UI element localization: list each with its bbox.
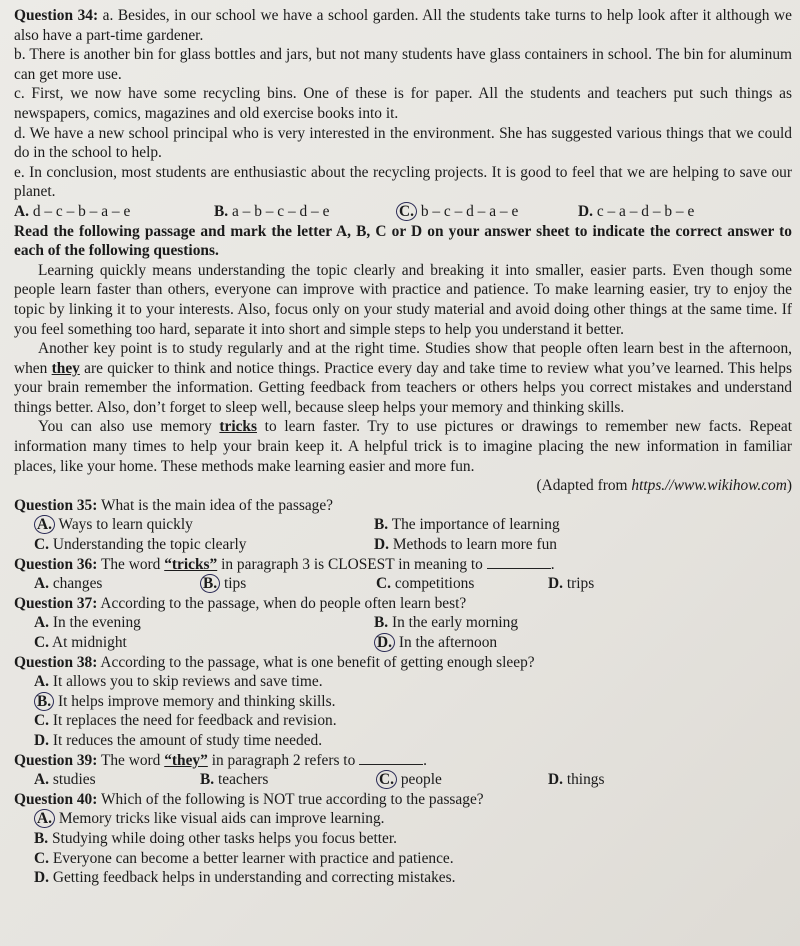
q39-option-d[interactable]: D. things bbox=[548, 771, 605, 789]
answer-blank bbox=[487, 556, 551, 569]
q40-option-b[interactable]: B. Studying while doing other tasks helps you focus better. bbox=[34, 829, 397, 847]
q38-option-d[interactable]: D. It reduces the amount of study time needed. bbox=[34, 731, 323, 749]
highlighted-word-they: they bbox=[51, 359, 80, 377]
question-37 bbox=[14, 594, 792, 653]
q35-option-b[interactable]: B. The importance of learning bbox=[374, 516, 560, 534]
q37-option-b[interactable]: B. In the early morning bbox=[374, 614, 519, 632]
q39-option-c[interactable]: C. people bbox=[376, 770, 548, 790]
q38-option-b[interactable]: B. It helps improve memory and thinking skills. bbox=[14, 692, 792, 712]
q34-item-c: c. First, we now have some recycling bins. One of these is for paper. All the students and teachers put such things as newspapers, comics, magazines and old exercise books into it. bbox=[14, 85, 792, 122]
passage-paragraph-1: Learning quickly means understanding the topic clearly and breaking it into smaller, easier parts. Even though some people learn faster than others, everyone can improve with practice and patience. To make learning easier, try to enjoy the topic by linking it to your interests. Also, focus only on your study material and avoid doing other things at the same time. If you feel something too hard, separate it into short and simple steps to help you understand it better. bbox=[14, 261, 792, 338]
question-34 bbox=[14, 6, 792, 222]
question-36 bbox=[14, 555, 792, 594]
q34-item-b: b. There is another bin for glass bottles and jars, but not many students have glass containers in school. The bin for aluminum can get more use. bbox=[14, 46, 792, 83]
q34-item-e: e. In conclusion, most students are enthusiastic about the recycling projects. It is good to feel that we are helping to save our planet. bbox=[14, 163, 792, 201]
q37-option-d[interactable]: D. In the afternoon bbox=[374, 633, 792, 653]
q40-option-d[interactable]: D. Getting feedback helps in understanding and correcting mistakes. bbox=[34, 869, 456, 887]
highlighted-word-tricks: tricks bbox=[219, 418, 257, 436]
q34-item-a: Question 34: a. Besides, in our school we have a school garden. All the students take turns to help look after it although we also have a part-time gardener. bbox=[14, 7, 793, 44]
reading-passage bbox=[14, 261, 792, 496]
q36-option-a[interactable]: A. changes bbox=[34, 575, 103, 593]
q37-stem: Question 37: According to the passage, when do people often learn best? bbox=[14, 594, 467, 612]
q34-option-c[interactable]: C. b – c – d – a – e bbox=[396, 202, 578, 222]
passage-paragraph-3: You can also use memory tricks to learn faster. Try to use pictures or drawings to remember new facts. Repeat information many times to help your brain keep it. A helpful trick is to imagine placing the new information in familiar places, like your home. These methods make learning easier and more fun. bbox=[14, 418, 792, 475]
q38-option-a[interactable]: A. It allows you to skip reviews and save time. bbox=[34, 673, 323, 691]
passage-paragraph-2: Another key point is to study regularly and at the right time. Studies show that people often learn best in the afternoon, when they are quicker to think and notice things. Practice every day and take time to review what you’ve learned. This helps your brain remember the information. Getting feedback from teachers or others helps you correct mistakes and understand things better. Also, don’t forget to sleep well, because sleep helps your memory and thinking skills. bbox=[14, 340, 792, 416]
q35-stem: Question 35: What is the main idea of the passage? bbox=[14, 496, 334, 514]
q39-option-a[interactable]: A. studies bbox=[34, 771, 96, 789]
q37-option-a[interactable]: A. In the evening bbox=[34, 614, 141, 632]
q36-option-c[interactable]: C. competitions bbox=[376, 575, 475, 593]
q34-option-d[interactable]: D. c – a – d – b – e bbox=[578, 202, 695, 220]
q34-item-d: d. We have a new school principal who is very interested in the environment. She has suggested various things that we could do in the school to help. bbox=[14, 124, 792, 162]
q39-option-b[interactable]: B. teachers bbox=[200, 771, 269, 789]
question-38 bbox=[14, 653, 792, 751]
q34-options bbox=[14, 202, 792, 222]
question-39 bbox=[14, 751, 792, 790]
answer-blank bbox=[359, 752, 423, 765]
q37-option-c[interactable]: C. At midnight bbox=[34, 634, 127, 651]
passage-source: (Adapted from https.//www.wikihow.com) bbox=[536, 477, 792, 495]
section-instruction: Read the following passage and mark the letter A, B, C or D on your answer sheet to indicate the correct answer to each of the following questions. bbox=[14, 222, 792, 260]
q40-option-a[interactable]: A. Memory tricks like visual aids can improve learning. bbox=[14, 809, 792, 829]
question-40 bbox=[14, 790, 792, 888]
question-35 bbox=[14, 496, 792, 555]
q36-stem: Question 36: The word “tricks” in paragraph 3 is CLOSEST in meaning to . bbox=[14, 555, 555, 573]
q34-option-b[interactable]: B. a – b – c – d – e bbox=[214, 202, 330, 220]
q34-option-a[interactable]: A. d – c – b – a – e bbox=[14, 202, 131, 220]
q40-stem: Question 40: Which of the following is NOT true according to the passage? bbox=[14, 790, 484, 808]
q35-option-c[interactable]: C. Understanding the topic clearly bbox=[34, 536, 247, 554]
question-label: Question 34: bbox=[14, 7, 99, 24]
q38-option-c[interactable]: C. It replaces the need for feedback and revision. bbox=[34, 712, 337, 730]
q36-option-d[interactable]: D. trips bbox=[548, 575, 595, 593]
q35-option-a[interactable]: A. Ways to learn quickly bbox=[14, 515, 374, 535]
q36-option-b[interactable]: B. tips bbox=[200, 574, 376, 594]
q35-option-d[interactable]: D. Methods to learn more fun bbox=[374, 536, 557, 554]
q39-stem: Question 39: The word “they” in paragraph 2 refers to . bbox=[14, 751, 427, 769]
q40-option-c[interactable]: C. Everyone can become a better learner with practice and patience. bbox=[34, 849, 454, 867]
q38-stem: Question 38: According to the passage, what is one benefit of getting enough sleep? bbox=[14, 653, 535, 671]
